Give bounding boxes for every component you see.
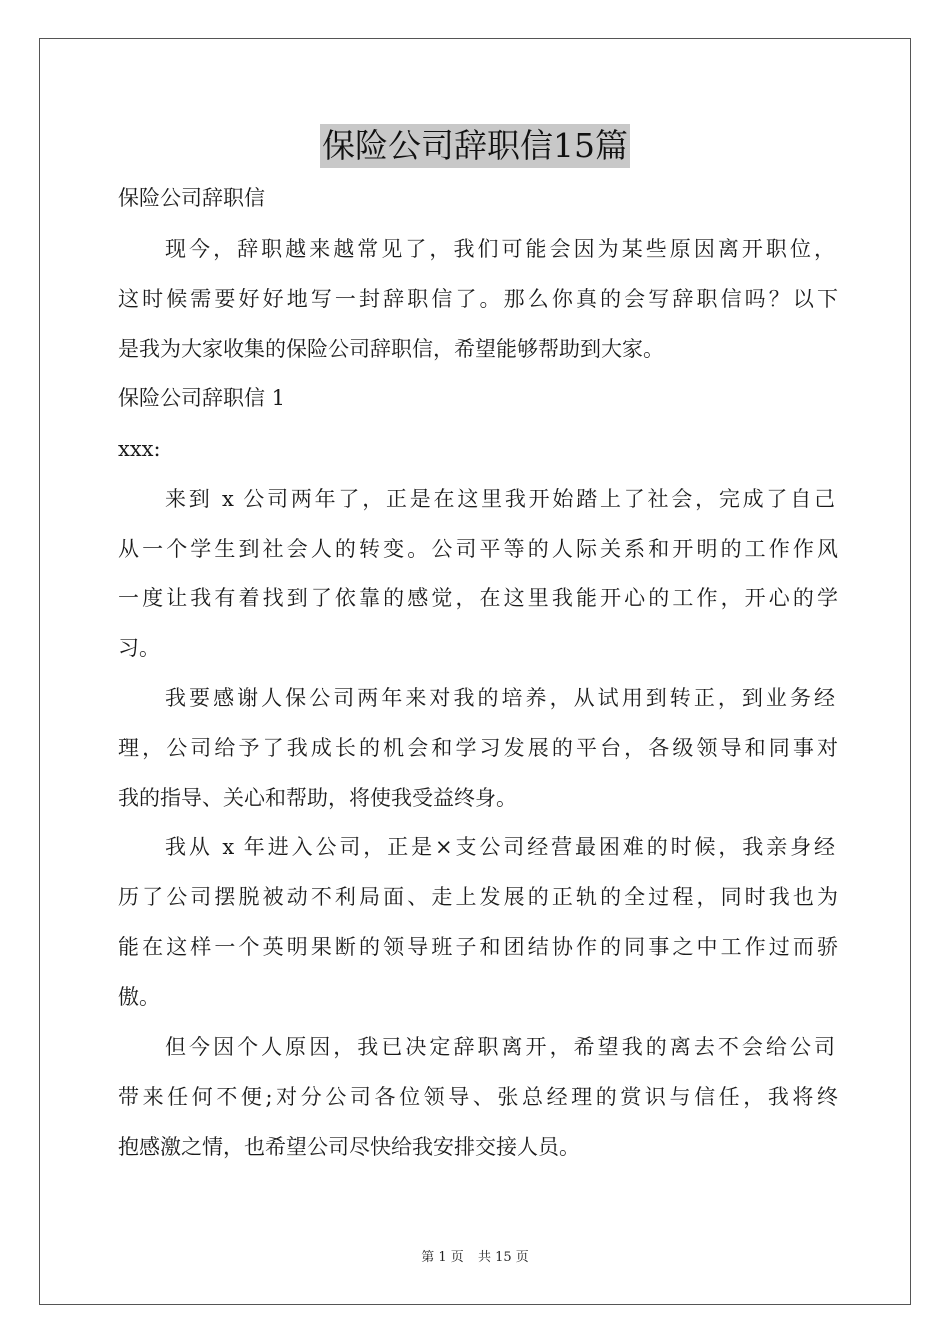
document-title: 保险公司辞职信15篇 [320,124,630,168]
text-line: 带来任何不便;对分公司各位领导、张总经理的赏识与信任，我将终 [118,1085,838,1109]
text-line: 傲。 [118,985,160,1009]
text-line: 但今因个人原因，我已决定辞职离开，希望我的离去不会给公司 [165,1035,835,1059]
text-line: 现今，辞职越来越常见了，我们可能会因为某些原因离开职位， [165,237,835,261]
text-line: xxx: [118,437,161,461]
title-container [0,124,950,168]
text-line: 我要感谢人保公司两年来对我的培养，从试用到转正，到业务经 [165,686,835,710]
text-line: 抱感激之情，也希望公司尽快给我安排交接人员。 [118,1135,580,1159]
text-line: 理，公司给予了我成长的机会和学习发展的平台，各级领导和同事对 [118,736,838,760]
page-border [39,38,911,1305]
text-line: 保险公司辞职信 1 [118,386,286,410]
text-line: 习。 [118,636,160,660]
text-line: 来到 x 公司两年了，正是在这里我开始踏上了社会，完成了自己 [165,487,835,511]
text-line: 我的指导、关心和帮助，将使我受益终身。 [118,786,517,810]
text-line: 一度让我有着找到了依靠的感觉，在这里我能开心的工作，开心的学 [118,586,838,610]
page-number-total: 共 15 页 [477,1250,529,1265]
text-line: 能在这样一个英明果断的领导班子和团结协作的同事之中工作过而骄 [118,935,838,959]
page-number-current: 第 1 页 [421,1250,464,1265]
text-line: 保险公司辞职信 [118,186,265,210]
text-line: 我从 x 年进入公司，正是×支公司经营最困难的时候，我亲身经 [165,835,835,859]
text-line: 从一个学生到社会人的转变。公司平等的人际关系和开明的工作作风 [118,537,838,561]
text-line: 历了公司摆脱被动不利局面、走上发展的正轨的全过程，同时我也为 [118,885,838,909]
text-line: 是我为大家收集的保险公司辞职信，希望能够帮助到大家。 [118,337,664,361]
page-footer [0,1246,950,1265]
text-line: 这时候需要好好地写一封辞职信了。那么你真的会写辞职信吗？以下 [118,287,838,311]
